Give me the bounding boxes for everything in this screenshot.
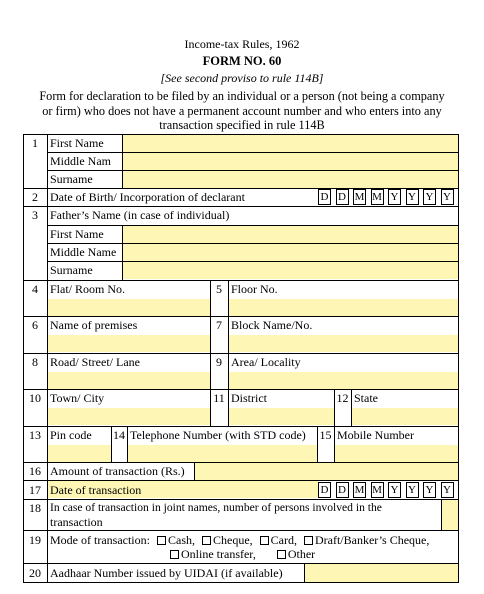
divider: [304, 563, 305, 583]
joint-names-label: In case of transaction in joint names, number of persons involved in the: [50, 501, 382, 514]
father-surname-label: Surname: [50, 263, 93, 277]
state-label: State: [354, 391, 378, 405]
divider: [23, 206, 459, 207]
date-digit-box[interactable]: Y: [388, 189, 401, 205]
date-digit-box[interactable]: D: [336, 482, 349, 498]
divider: [23, 530, 459, 531]
online-transfer-checkbox[interactable]: [170, 550, 179, 559]
divider: [122, 225, 123, 280]
online-transfer-option: Online transfer,: [181, 547, 256, 561]
divider: [47, 170, 459, 171]
row-number: 16: [29, 464, 41, 478]
divider: [23, 462, 459, 463]
district-label: District: [231, 391, 267, 405]
form-description: [0, 89, 484, 133]
rules-title: Income-tax Rules, 1962: [184, 37, 300, 51]
date-transaction-label: Date of transaction: [50, 483, 142, 497]
row-number: 2: [32, 190, 38, 204]
row-number: 20: [29, 566, 41, 580]
premises-label: Name of premises: [50, 318, 138, 332]
date-digit-box[interactable]: M: [354, 191, 365, 203]
divider: [351, 389, 352, 426]
row-number: 10: [29, 391, 41, 405]
town-label: Town/ City: [50, 391, 105, 405]
row-number: 13: [29, 428, 41, 442]
flat-label: Flat/ Room No.: [50, 282, 126, 296]
area-label: Area/ Locality: [231, 355, 301, 369]
form-number: FORM NO. 60: [202, 54, 282, 68]
mobile-label: Mobile Number: [337, 428, 414, 442]
floor-label: Floor No.: [231, 282, 278, 296]
father-middle-name-label: Middle Name: [50, 245, 117, 259]
divider: [47, 134, 48, 583]
cash-checkbox[interactable]: [157, 536, 166, 545]
amount-label: Amount of transaction (Rs.): [50, 464, 185, 478]
surname-label: Surname: [50, 172, 93, 186]
divider: [23, 389, 459, 390]
date-digit-box[interactable]: Y: [388, 482, 401, 498]
first-name-label: First Name: [50, 136, 104, 150]
row-number: 17: [29, 483, 41, 497]
divider: [441, 499, 442, 530]
row-number: 6: [32, 318, 38, 332]
divider: [23, 480, 459, 481]
dob-label: Date of Birth/ Incorporation of declarant: [50, 190, 245, 204]
pin-label: Pin code: [50, 428, 92, 442]
other-option: Other: [287, 547, 316, 561]
row-number: 11: [213, 391, 225, 405]
divider: [194, 462, 195, 480]
row-number: 8: [32, 355, 38, 369]
telephone-label: Telephone Number (with STD code): [130, 428, 306, 442]
divider: [127, 426, 128, 462]
card-checkbox[interactable]: [260, 536, 269, 545]
divider: [23, 316, 459, 317]
divider: [47, 152, 459, 153]
mode-of-transaction-cont: [170, 547, 315, 561]
row-number: 1: [32, 136, 38, 150]
row-number: 15: [319, 428, 332, 442]
date-digit-box[interactable]: Y: [423, 482, 436, 498]
divider: [23, 499, 459, 500]
date-digit-box[interactable]: Y: [406, 482, 419, 498]
date-digit-box[interactable]: D: [336, 189, 349, 205]
date-digit-box[interactable]: Y: [441, 482, 454, 498]
road-label: Road/ Street/ Lane: [50, 355, 140, 369]
divider: [122, 134, 123, 188]
row-number: 14: [113, 428, 125, 442]
divider: [23, 426, 459, 427]
cheque-checkbox[interactable]: [202, 536, 211, 545]
mode-of-transaction: [50, 533, 429, 547]
date-digit-box[interactable]: Y: [423, 189, 436, 205]
row-number: 9: [216, 355, 222, 369]
block-label: Block Name/No.: [231, 318, 313, 332]
row-number: 4: [32, 282, 38, 296]
draft-option: Draft/Banker’s Cheque,: [314, 533, 430, 547]
cash-option: Cash,: [167, 533, 195, 547]
row-number: 3: [32, 208, 38, 222]
divider: [23, 563, 459, 564]
divider: [47, 225, 459, 226]
father-first-name-label: First Name: [50, 227, 104, 241]
form-description-text: Form for declaration to be filed by an individual or a person (not being a company or firm) who does not have a permanent account number and who enters into any transaction specified in rule 114B: [39, 89, 445, 133]
date-digit-box[interactable]: M: [354, 484, 365, 496]
mode-label: Mode of transaction:: [50, 533, 150, 547]
proviso-reference: [See second proviso to rule 114B]: [160, 71, 324, 85]
date-digit-box[interactable]: D: [318, 189, 331, 205]
middle-name-label: Middle Nam: [50, 154, 111, 168]
card-option: Card,: [270, 533, 297, 547]
divider: [47, 243, 459, 244]
draft-checkbox[interactable]: [304, 536, 313, 545]
divider: [334, 426, 335, 462]
row-number: 19: [29, 533, 41, 547]
date-digit-box[interactable]: M: [372, 191, 382, 203]
other-checkbox[interactable]: [277, 550, 286, 559]
divider: [228, 280, 229, 426]
date-digit-box[interactable]: D: [318, 482, 331, 498]
divider: [23, 353, 459, 354]
father-name-label: Father’s Name (in case of individual): [50, 208, 230, 222]
date-digit-box[interactable]: Y: [406, 189, 419, 205]
cheque-option: Cheque,: [212, 533, 253, 547]
row-number: 12: [336, 391, 349, 405]
divider: [23, 280, 459, 281]
date-digit-box[interactable]: Y: [441, 189, 454, 205]
row-number: 18: [29, 501, 41, 515]
divider: [47, 261, 459, 262]
aadhaar-label: Aadhaar Number issued by UIDAI (if available): [50, 566, 283, 580]
date-digit-box[interactable]: M: [372, 484, 382, 496]
row-number: 5: [216, 282, 222, 296]
joint-names-label-cont: transaction: [50, 515, 103, 529]
row-number: 7: [216, 318, 222, 332]
